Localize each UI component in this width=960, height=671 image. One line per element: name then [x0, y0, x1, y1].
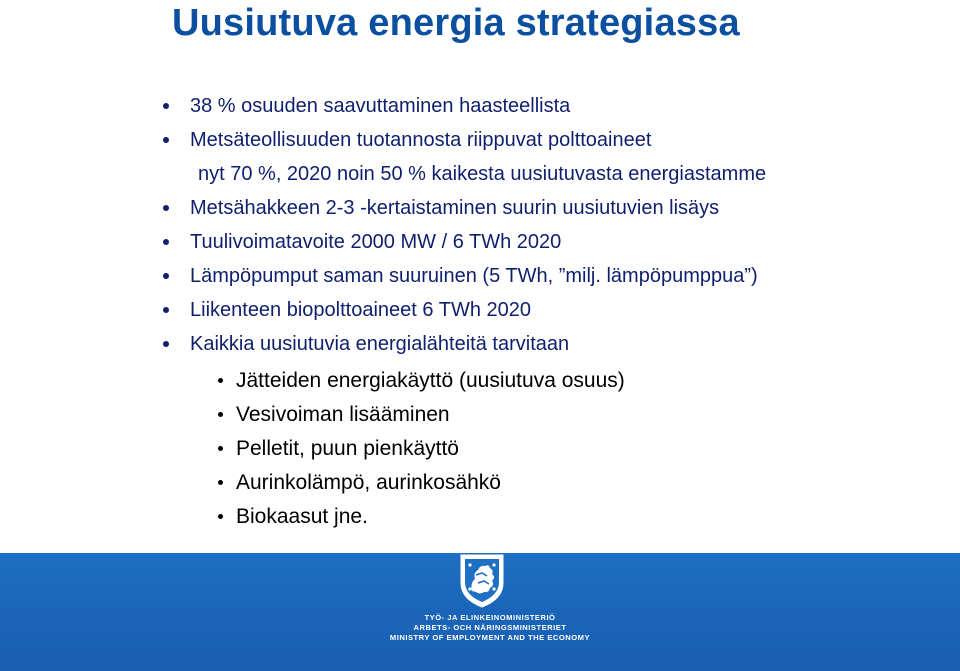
bullet-item: Liikenteen biopolttoaineet 6 TWh 2020	[190, 299, 531, 321]
sub-bullet-item: Jätteiden energiakäyttö (uusiutuva osuus)	[236, 369, 625, 392]
bullet-dot-icon	[163, 239, 169, 245]
bullet-dot-icon	[163, 341, 169, 347]
bullet-dot-icon	[163, 137, 169, 143]
bullet-dot-icon	[163, 205, 169, 211]
sub-bullet-item: Vesivoiman lisääminen	[236, 403, 450, 426]
bullet-dot-icon	[163, 273, 169, 279]
ministry-name-en: MINISTRY OF EMPLOYMENT AND THE ECONOMY	[389, 633, 591, 642]
sub-bullet-item: Pelletit, puun pienkäyttö	[236, 437, 459, 460]
sub-bullet-dot-icon	[218, 446, 223, 451]
sub-bullet-item: Aurinkolämpö, aurinkosähkö	[236, 471, 501, 494]
sub-bullet-dot-icon	[218, 412, 223, 417]
slide-title: Uusiutuva energia strategiassa	[172, 2, 740, 44]
sub-bullet-dot-icon	[218, 480, 223, 485]
bullet-dot-icon	[163, 103, 169, 109]
ministry-name-fi: TYÖ- JA ELINKEINOMINISTERIÖ	[424, 613, 556, 622]
sub-bullet-dot-icon	[218, 514, 223, 519]
bullet-item: Metsäteollisuuden tuotannosta riippuvat polttoaineet	[190, 129, 652, 151]
ministry-name-sv: ARBETS- OCH NÄRINGSMINISTERIET	[413, 623, 567, 632]
sub-bullet-dot-icon	[218, 378, 223, 383]
bullet-item: Tuulivoimatavoite 2000 MW / 6 TWh 2020	[190, 231, 562, 253]
bullet-continuation: nyt 70 %, 2020 noin 50 % kaikesta uusiutuvasta energiastamme	[198, 163, 767, 185]
bullet-item: 38 % osuuden saavuttaminen haasteellista	[190, 95, 571, 117]
bullet-item: Metsähakkeen 2-3 -kertaistaminen suurin uusiutuvien lisäys	[190, 197, 720, 219]
bullet-item: Lämpöpumput saman suuruinen (5 TWh, ”milj. lämpöpumppua”)	[190, 265, 758, 287]
bullet-item: Kaikkia uusiutuvia energialähteitä tarvitaan	[190, 333, 570, 355]
sub-bullet-item: Biokaasut jne.	[236, 505, 368, 528]
bullet-dot-icon	[163, 307, 169, 313]
lion-crest-icon	[458, 553, 506, 609]
